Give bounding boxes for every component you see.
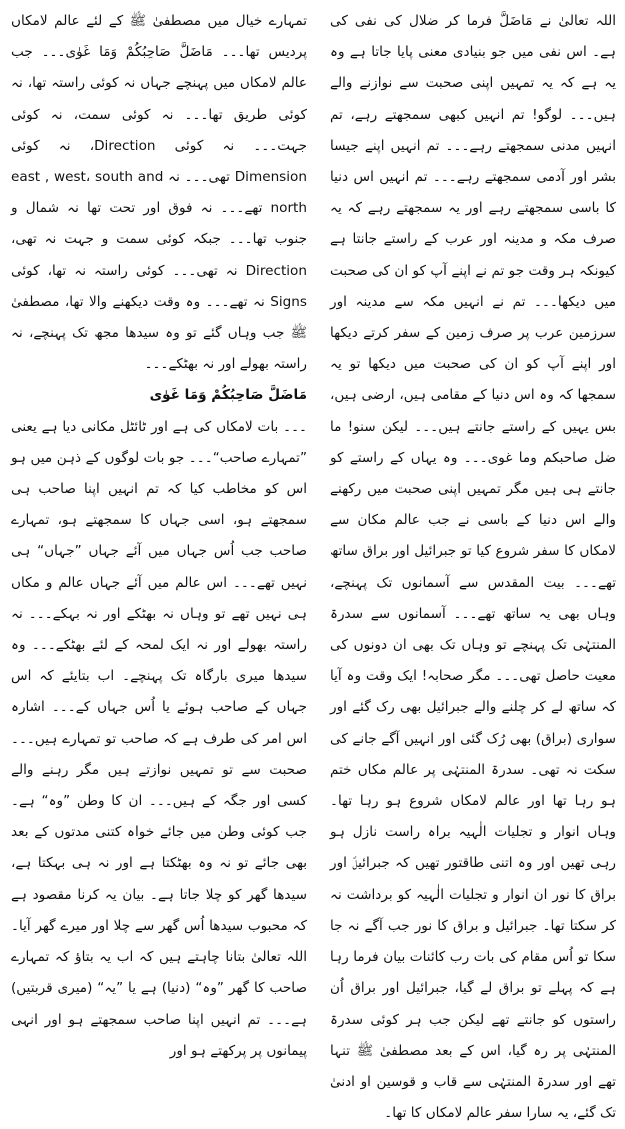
left-text-column — [11, 6, 307, 1059]
paragraph: ۔۔۔ بات لامکاں کی ہے اور ٹائٹل مکانی دیا ہے یعنی ”تمہارے صاحب“۔۔۔ جو بات لوگوں کے ذہن میں ہو اس کو مخاطب کیا کہ تم انہیں اپنا صاحب ہی سمجھتے ہو، اسی جہاں کا سمجھتے ہو، تمہارے صاحب جب اُس جہاں میں آئے جہاں ”جہاں“ ہی نہیں تھے۔۔۔ اس عالم میں آئے جہاں عالم و مکاں ہی نہیں تھے تو وہاں نہ بھٹکے اور نہ بہکے۔۔۔ نہ راستہ بھولے اور نہ ایک لمحہ کے لئے بھٹکے۔۔۔ وہ سیدھا میری بارگاہ تک پہنچے۔ اب بتایئے کہ اس جہاں کے صاحب ہوئے یا اُس جہاں کے۔۔۔ اشارہ اس امر کی طرف ہے کہ صاحب تو تمہارے ہیں۔۔۔ صحبت سے تو تمہیں نوازتے ہیں مگر رہنے والے کسی اور جگہ کے ہیں۔۔۔ ان کا وطن ”وہ“ ہے۔ جب کوئی وطن میں جائے خواہ کتنی مدتوں کے بعد بھی جائے تو نہ وہ بھٹکتا ہے اور نہ ہی بہکتا ہے، سیدھا گھر کو چلا جاتا ہے۔ بیان یہ کرنا مقصود ہے کہ محبوب سیدھا اُس گھر سے چلا اور میرے گھر آیا۔ اللہ تعالیٰ بتانا چاہتے ہیں کہ اب یہ بتاؤ کہ تمہارے صاحب کا گھر ”وہ“ (دنیا) ہے یا ”یہ“ (میری قربتیں) ہے۔۔۔ تم انہیں اپنا صاحب سمجھتے ہو اور انہی پیمانوں پر پرکھتے ہو اور — [11, 418, 307, 1059]
paragraph: اللہ تعالیٰ نے مَاضَلَّ فرما کر ضلال کی نفی کی ہے۔ اس نفی میں جو بنیادی معنی پایا جاتا ہے وہ یہ ہے کہ یہ تمہیں اپنی صحبت سے نوازنے والے ہیں۔۔۔ لوگو! تم انہیں کبھی سمجھتے رہے، تم انہیں مدنی سمجھتے رہے۔۔۔ تم انہیں اپنے جیسا بشر اور آدمی سمجھتے رہے۔۔۔ تم انہیں اس دنیا کا باسی سمجھتے رہے اور یہ سمجھتے رہے کہ یہ صرف مکہ و مدینہ اور عرب کے راستے جانتا ہے کیونکہ ہر وقت جو تم نے اپنے آپ کو ان کی صحبت میں دیکھا۔۔۔ تم نے انہیں مکہ سے مدینہ اور سرزمین عرب پر صرف زمین کے سفر کرتے دیکھا اور اپنے آپ کو ان کی صحبت میں دیکھا تو یہ سمجھا کہ وہ اس دنیا کے مقامی ہیں، ارضی ہیں، بس یہیں کے راستے جانتے ہیں۔۔۔ لیکن سنو! ما ضل صاحبکم وما غوی۔۔۔ وہ یہاں کے راستے کو جانتے ہی ہیں مگر تمہیں اپنی صحبت میں رکھنے والے اس دنیا کے باسی نے جب عالم مکان سے لامکاں کا سفر شروع کیا تو جبرائیل اور براق ساتھ تھے۔۔۔ بیت المقدس سے آسمانوں تک پہنچے، وہاں بھی یہ ساتھ تھے۔۔۔ آسمانوں سے سدرۃ المنتہٰی تک پہنچے تو وہاں تک بھی ان دونوں کی معیت حاصل تھی۔۔۔ مگر صحابہ! ایک وقت وہ آیا کہ ساتھ لے کر چلنے والے جبرائیل بھی رک گئے اور سواری (براق) بھی رُک گئی اور انہیں آگے جانے کی سکت نہ تھی۔ سدرۃ المنتہٰی پر عالم مکاں ختم ہو رہا تھا اور عالم لامکاں شروع ہو رہا تھا۔ وہاں انوار و تجلیات الٰہیہ براہ راست نازل ہو رہی تھیں اور وہ اتنی طاقتور تھیں کہ جبرائیلؑ اور براق کا نور ان انوار و تجلیات الٰہیہ کو برداشت نہ کر سکتا تھا۔ جبرائیل و براق کا نور جب آگے نہ جا سکا تو اُس مقام کی بات رب کائنات بیان فرما رہا ہے کہ پہلے تو براق لے گیا، جبرائیل اور براق اُن راستوں کو جانتے تھے لیکن جب ہر کوئی سدرۃ المنتہٰی پر رہ گیا، اس کے بعد مصطفیٰ ﷺ تنہا تھے اور سدرۃ المنتہٰی سے قاب و قوسین او ادنیٰ تک گئے، یہ سارا سفر عالم لامکاں کا تھا۔ — [330, 13, 616, 1122]
right-text-column — [330, 6, 616, 1122]
paragraph: تمہارے خیال میں مصطفیٰ ﷺ کے لئے عالم لامکاں پردیس تھا۔۔۔ مَاضَلَّ صَاحِبُکُمْ وَمَا غَوٰی۔۔۔ جب عالم لامکاں میں پہنچے جہاں نہ کوئی راستہ تھا، نہ کوئی طریق تھا۔۔۔ نہ کوئی سمت، نہ کوئی جہت۔۔۔ نہ کوئی Direction، نہ کوئی Dimension تھی۔۔۔ نہ east , west، south and north تھے۔۔۔ نہ فوق اور تحت تھا نہ شمال و جنوب تھا۔۔۔ جبکہ کوئی سمت و جہت نہ تھی، Direction نہ تھی۔۔۔ کوئی راستہ نہ تھا، کوئی Signs نہ تھے۔۔۔ وہ وقت دیکھنے والا تھا، مصطفیٰ ﷺ جب وہاں گئے تو وہ سیدھا مجھ تک پہنچے، نہ راستہ بھولے اور نہ بھٹکے۔۔۔ — [11, 13, 307, 373]
section-heading: مَاضَلَّ صَاحِبُکُمْ وَمَا غَوٰی — [149, 387, 307, 404]
